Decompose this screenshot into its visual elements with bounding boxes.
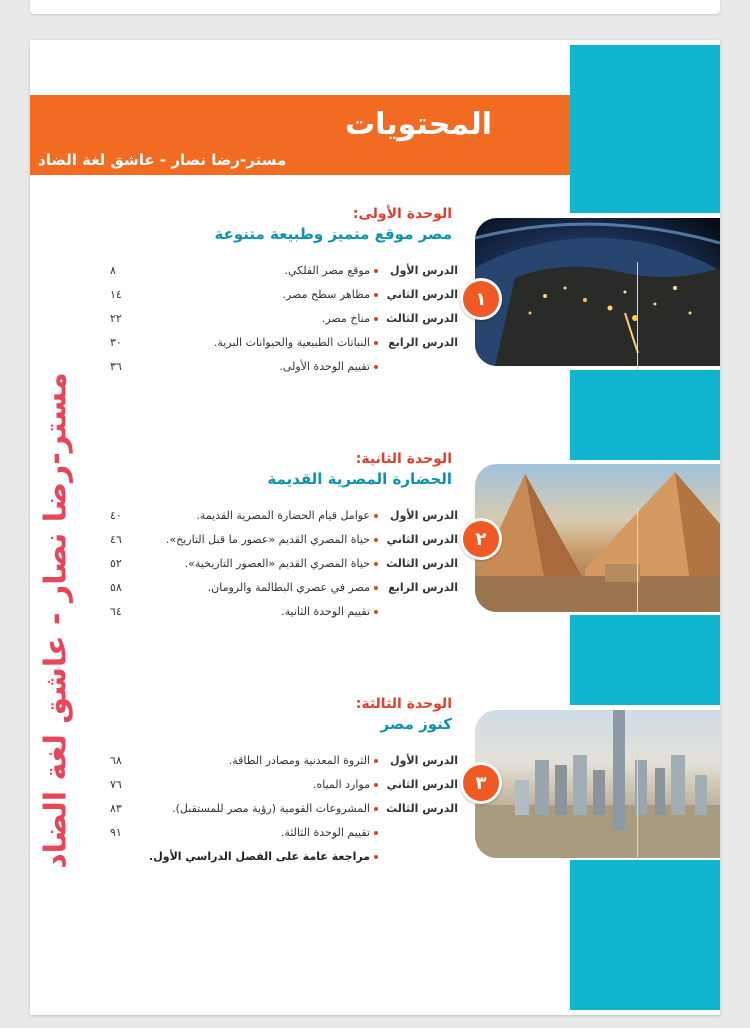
page-number: ٥٨ [110, 581, 122, 594]
page-number: ٨٣ [110, 802, 122, 815]
lesson-label: الدرس الأول [390, 264, 458, 277]
page-number: ٥٢ [110, 557, 122, 570]
topic-title: النباتات الطبيعية والحيوانات البرية. [213, 336, 370, 349]
topic-title: تقييم الوحدة الثانية. [281, 605, 370, 618]
unit-title: مصر موقع متميز وطبيعة متنوعة [214, 225, 452, 243]
toc-row[interactable] [110, 822, 458, 846]
page-title: المحتويات [344, 107, 492, 142]
unit-heading [152, 695, 452, 735]
bullet-icon [374, 586, 378, 590]
vertical-watermark [32, 371, 80, 869]
new-capital-towers-illustration [475, 710, 720, 858]
cyan-decor-block [570, 860, 720, 1010]
lesson-label: الدرس الأول [390, 754, 458, 767]
toc-row[interactable] [110, 601, 458, 625]
page-number: ٧٦ [110, 778, 122, 791]
bullet-icon [374, 538, 378, 542]
bullet-icon [374, 759, 378, 763]
unit-label: الوحدة الثانية: [355, 451, 452, 467]
topic-title: عوامل قيام الحضارة المصرية القديمة. [196, 509, 370, 522]
lesson-label: الدرس الثاني [386, 533, 458, 546]
page-number: ٢٢ [110, 312, 122, 325]
bullet-icon [374, 855, 378, 859]
bullet-icon [374, 365, 378, 369]
unit-1-earth-image [475, 218, 720, 366]
bullet-icon [374, 293, 378, 297]
earth-at-night-illustration [475, 218, 720, 366]
page-number: ٤٦ [110, 533, 122, 546]
pyramids-illustration [475, 464, 720, 612]
bullet-icon [374, 341, 378, 345]
divider-line [637, 507, 638, 615]
lesson-label: الدرس الرابع [388, 336, 458, 349]
bullet-icon [374, 807, 378, 811]
lesson-label: الدرس الثاني [386, 288, 458, 301]
unit-title: الحضارة المصرية القديمة [267, 470, 452, 488]
page-number: ٦٨ [110, 754, 122, 767]
bullet-icon [374, 610, 378, 614]
unit-label: الوحدة الأولى: [352, 206, 452, 222]
topic-title: مراجعة عامة على الفصل الدراسي الأول. [149, 850, 370, 863]
bullet-icon [374, 269, 378, 273]
header-subtitle: مستر-رضا نصار - عاشق لغة الضاد [38, 151, 287, 169]
page-number: ٣٦ [110, 360, 122, 373]
toc-row[interactable] [110, 260, 458, 284]
topic-title: تقييم الوحدة الثالثة. [280, 826, 370, 839]
header-bar [30, 95, 570, 175]
toc-row[interactable] [110, 846, 458, 870]
toc-row[interactable] [110, 553, 458, 577]
lesson-label: الدرس الأول [390, 509, 458, 522]
unit-3-capital-image [475, 710, 720, 858]
divider-line [637, 262, 638, 370]
toc-row[interactable] [110, 308, 458, 332]
unit-number-badge: ١ [460, 278, 502, 320]
lesson-label: الدرس الثالث [386, 557, 458, 570]
previous-page-edge [30, 0, 720, 14]
bullet-icon [374, 783, 378, 787]
lesson-list [110, 750, 458, 870]
bullet-icon [374, 562, 378, 566]
lesson-list [110, 505, 458, 625]
cyan-decor-block [570, 370, 720, 460]
unit-heading [152, 205, 452, 245]
unit-number-badge: ٣ [460, 762, 502, 804]
lesson-label: الدرس الثاني [386, 778, 458, 791]
topic-title: المشروعات القومية (رؤية مصر للمستقبل). [172, 802, 370, 815]
divider-line [637, 752, 638, 860]
bullet-icon [374, 317, 378, 321]
toc-row[interactable] [110, 356, 458, 380]
topic-title: موقع مصر الفلكي. [284, 264, 370, 277]
lesson-list [110, 260, 458, 380]
topic-title: تقييم الوحدة الأولى. [279, 360, 370, 373]
unit-2-pyramids-image [475, 464, 720, 612]
topic-title: مناخ مصر. [321, 312, 370, 325]
bullet-icon [374, 514, 378, 518]
toc-row[interactable] [110, 750, 458, 774]
unit-number-badge: ٢ [460, 518, 502, 560]
contents-page [30, 40, 720, 1015]
topic-title: الثروة المعدنية ومصادر الطاقة. [228, 754, 370, 767]
unit-label: الوحدة الثالثة: [355, 696, 452, 712]
watermark-text: مستر-رضا نصار - عاشق لغة الضاد [38, 371, 74, 869]
cyan-decor-block [570, 45, 720, 213]
unit-title: كنوز مصر [380, 715, 452, 733]
toc-row[interactable] [110, 332, 458, 356]
page-number: ٩١ [110, 826, 122, 839]
topic-title: حياة المصري القديم «عصور ما قبل التاريخ». [165, 533, 370, 546]
cyan-decor-block [570, 615, 720, 705]
lesson-label: الدرس الرابع [388, 581, 458, 594]
bullet-icon [374, 831, 378, 835]
toc-row[interactable] [110, 577, 458, 601]
toc-row[interactable] [110, 798, 458, 822]
page-number: ٨ [110, 264, 116, 277]
lesson-label: الدرس الثالث [386, 312, 458, 325]
topic-title: حياة المصري القديم «العصور التاريخية». [184, 557, 370, 570]
topic-title: مظاهر سطح مصر. [282, 288, 370, 301]
toc-row[interactable] [110, 505, 458, 529]
topic-title: مصر في عصري البطالمة والرومان. [207, 581, 370, 594]
page-number: ٤٠ [110, 509, 122, 522]
toc-row[interactable] [110, 284, 458, 308]
toc-row[interactable] [110, 774, 458, 798]
page-number: ٦٤ [110, 605, 122, 618]
lesson-label: الدرس الثالث [386, 802, 458, 815]
unit-heading [152, 450, 452, 490]
topic-title: موارد المياه. [312, 778, 370, 791]
page-number: ١٤ [110, 288, 122, 301]
toc-row[interactable] [110, 529, 458, 553]
page-number: ٣٠ [110, 336, 122, 349]
